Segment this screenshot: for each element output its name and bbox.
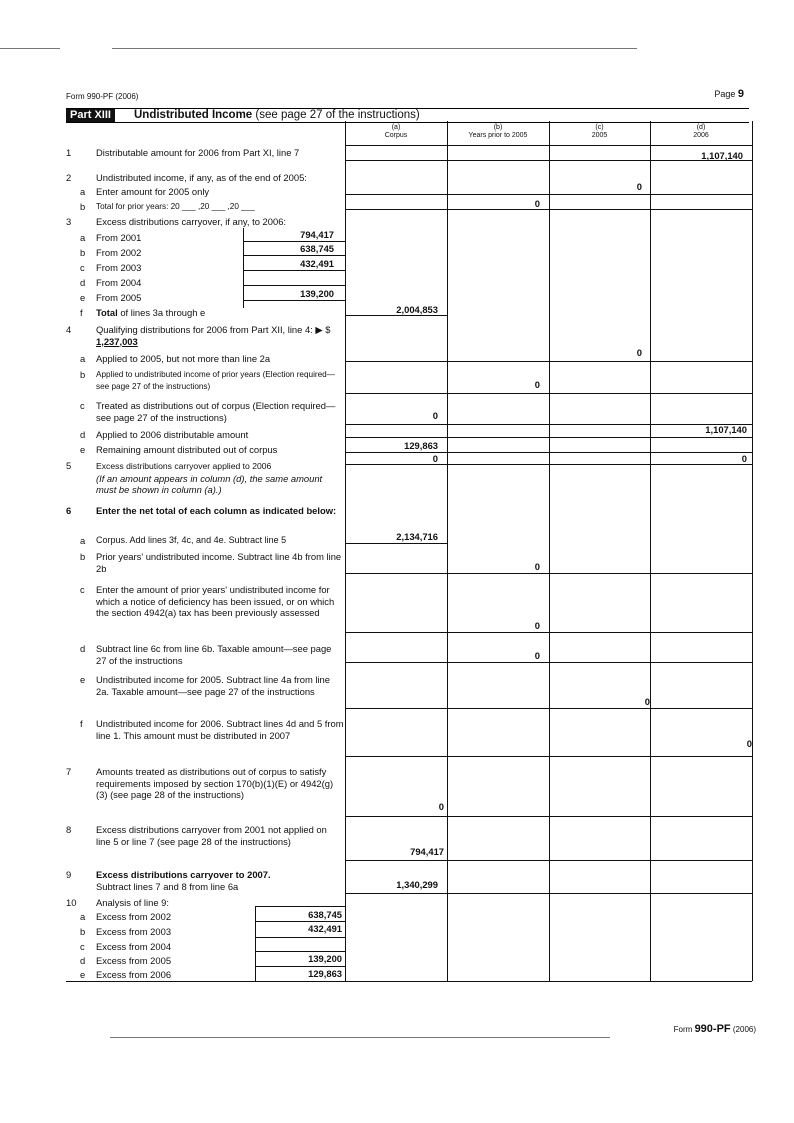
col-header-a: [346, 124, 446, 140]
col-letter-a: (a): [391, 124, 401, 131]
rule-l9: [345, 893, 752, 894]
line-letter: d: [80, 429, 86, 440]
rule-l6f: [345, 756, 752, 757]
line-text: Distributable amount for 2006 from Part XI, line 7: [96, 147, 300, 158]
table-bottom: [66, 981, 752, 982]
line-text: Undistributed income for 2006. Subtract lines 4d and 5 from line 1. This amount must be distributed in 2007: [96, 718, 344, 741]
line-text: Excess from 2004: [96, 941, 172, 952]
line-letter: b: [80, 551, 86, 562]
col-header-b: [448, 124, 548, 140]
line-number: 6: [66, 505, 72, 516]
value-10e: 129,863: [308, 968, 342, 979]
scan-line-top: [0, 48, 60, 49]
value-10d: 139,200: [308, 953, 342, 964]
line-number: 3: [66, 216, 72, 227]
page-number: 9: [737, 88, 744, 100]
line-letter: f: [80, 307, 83, 318]
line-text: From 2001: [96, 232, 142, 243]
line-text: Prior years' undistributed income. Subtract line 4b from line 2b: [96, 551, 342, 574]
value-4c-a: 0: [432, 410, 438, 421]
line-number: 2: [66, 172, 72, 183]
value-6d-b: 0: [534, 650, 540, 661]
line-text-main: Qualifying distributions for 2006 from Part XII, line 4: ▶ $: [96, 324, 331, 335]
value-1-d: 1,107,140: [701, 150, 743, 161]
line-text: Excess distributions carryover, if any, to 2006:: [96, 216, 287, 227]
col-letter-c: (c): [595, 124, 604, 131]
rule-l3f: [345, 315, 447, 316]
footer-prefix: Form: [673, 1025, 693, 1034]
qualifying-distributions-amount: 1,237,003: [96, 335, 138, 347]
value-3a: 794,417: [300, 229, 334, 240]
line-text: Applied to 2005, but not more than line 2a: [96, 353, 271, 364]
line-letter: c: [80, 400, 85, 411]
line-letter: d: [80, 277, 86, 288]
line-text-main: Excess distributions carryover applied to 2006: [96, 461, 272, 471]
line-text-bold: Enter the net total of each column as indicated below:: [96, 505, 337, 516]
page-label: Page: [714, 89, 736, 99]
line-text: Enter the amount of prior years' undistributed income for which a notice of deficiency has been issued, or on which the section 4942(a) tax has been previously assessed: [96, 584, 335, 618]
col-divider-b: [447, 121, 448, 981]
value-2a-c: 0: [636, 181, 642, 192]
line-note: (If an amount appears in column (d), the same amount must be shown in column (a).): [96, 472, 323, 495]
line-letter: c: [80, 584, 85, 595]
value-7-a: 0: [438, 801, 444, 812]
footer-year: (2006): [732, 1025, 756, 1034]
line-text: [96, 307, 344, 319]
rule-l6d: [345, 662, 752, 663]
rule-l4b: [345, 393, 752, 394]
value-6e-c: 0: [644, 696, 650, 707]
line-letter: e: [80, 674, 86, 685]
value-10a: 638,745: [308, 909, 342, 920]
line-text: [96, 869, 344, 892]
part-title-bold: Undistributed Income: [134, 109, 253, 121]
scan-line-bottom: [110, 1037, 610, 1038]
line-text: Applied to 2006 distributable amount: [96, 429, 249, 440]
line-text-bold: Total: [96, 307, 118, 318]
line-letter: a: [80, 535, 86, 546]
line-text: Remaining amount distributed out of corpus: [96, 444, 278, 455]
col-header-d: [651, 124, 751, 140]
rule-l2b: [345, 209, 752, 210]
rule-l6b: [345, 573, 752, 574]
page-number-label: [714, 88, 744, 100]
line-text: Enter amount for 2005 only: [96, 186, 210, 197]
col-header-c: [550, 124, 649, 140]
part-header: [66, 108, 749, 123]
line-letter: a: [80, 186, 86, 197]
value-3c: 432,491: [300, 258, 334, 269]
line-text: Total for prior years: 20 ___ ,20 ___ ,20 ___: [96, 202, 255, 211]
line-text-rest: of lines 3a through e: [120, 307, 206, 318]
value-3b: 638,745: [300, 243, 334, 254]
line-letter: d: [80, 643, 86, 654]
line-text: From 2002: [96, 247, 142, 258]
line-text: Excess from 2005: [96, 955, 172, 966]
line-text: Treated as distributions out of corpus (Election required—see page 27 of the instructions): [96, 400, 336, 423]
value-4d-d: 1,107,140: [705, 424, 747, 435]
line-letter: a: [80, 232, 86, 243]
line-text: From 2004: [96, 277, 142, 288]
rule-l4a: [345, 361, 752, 362]
value-6c-b: 0: [534, 620, 540, 631]
rule-l7: [345, 816, 752, 817]
line-letter: b: [80, 926, 86, 937]
line-text: Excess from 2006: [96, 969, 172, 980]
line-number: 1: [66, 147, 72, 158]
line-number: 10: [66, 897, 77, 908]
part-title-rest: (see page 27 of the instructions): [255, 109, 420, 121]
line-number: 7: [66, 766, 72, 777]
line-number: 4: [66, 324, 72, 335]
col-divider-c: [549, 121, 550, 981]
line-letter: a: [80, 353, 86, 364]
value-3f-a: 2,004,853: [396, 304, 438, 315]
line-text: [96, 460, 344, 496]
col-label-a: Corpus: [384, 132, 408, 139]
value-10b: 432,491: [308, 923, 342, 934]
line-text: Subtract line 6c from line 6b. Taxable amount—see page 27 of the instructions: [96, 643, 332, 666]
value-4e-a: 129,863: [404, 440, 438, 451]
rule-l8: [345, 860, 752, 861]
form-label: Form 990-PF (2006): [66, 92, 139, 101]
value-4b-b: 0: [534, 379, 540, 390]
value-3e: 139,200: [300, 288, 334, 299]
col-divider-d: [650, 121, 651, 981]
line-letter: b: [80, 247, 86, 258]
value-8-a: 794,417: [410, 846, 444, 857]
value-6f-d: 0: [746, 738, 752, 749]
value-5-d: 0: [741, 453, 747, 464]
line-text: Undistributed income, if any, as of the end of 2005:: [96, 172, 307, 183]
line-number: 8: [66, 824, 72, 835]
col-header-bottom: [345, 145, 752, 146]
form-footer: [674, 1023, 756, 1035]
line-letter: a: [80, 911, 86, 922]
value-4a-c: 0: [636, 347, 642, 358]
line-letter: c: [80, 262, 85, 273]
line-text: Applied to undistributed income of prior years (Election required—see page 27 of the instructions): [96, 370, 335, 391]
line-letter: b: [80, 369, 86, 380]
value-6b-b: 0: [534, 561, 540, 572]
line-text: From 2005: [96, 292, 142, 303]
line-letter: f: [80, 718, 83, 729]
line-text: Corpus. Add lines 3f, 4c, and 4e. Subtract line 5: [96, 535, 287, 545]
rule-l4d: [345, 437, 752, 438]
part-title: [134, 109, 420, 122]
line-letter: c: [80, 941, 85, 952]
scan-line-top-2: [112, 48, 637, 49]
line-letter: e: [80, 444, 86, 455]
rule-l6a: [345, 543, 447, 544]
line-text: Undistributed income for 2005. Subtract line 4a from line 2a. Taxable amount—see page 27 of the instructions: [96, 674, 330, 697]
line-text: [96, 505, 344, 517]
value-5-a: 0: [432, 453, 438, 464]
line-letter: b: [80, 201, 86, 212]
line-letter: e: [80, 292, 86, 303]
part-tag: Part XIII: [66, 109, 115, 122]
footer-form-name: 990-PF: [694, 1023, 731, 1035]
col-divider-end: [752, 121, 753, 981]
col-letter-d: (d): [696, 124, 706, 131]
col-letter-b: (b): [493, 124, 503, 131]
line-number: 5: [66, 460, 72, 471]
col-label-b: Years prior to 2005: [468, 132, 528, 139]
line-text: From 2003: [96, 262, 142, 273]
line-text: Excess distributions carryover from 2001 not applied on line 5 or line 7 (see page 28 of the instructions): [96, 824, 327, 847]
line-text: [96, 324, 344, 347]
line-letter: e: [80, 969, 86, 980]
line-number: 9: [66, 869, 72, 880]
value-2b-b: 0: [534, 198, 540, 209]
value-6a-a: 2,134,716: [396, 531, 438, 542]
line-text: Excess from 2003: [96, 926, 172, 937]
line-text: Amounts treated as distributions out of corpus to satisfy requirements imposed by section 170(b)(1)(E) or 4942(g)(3) (see page 28 of the instructions): [96, 766, 334, 800]
line-text-rest: Subtract lines 7 and 8 from line 6a: [96, 880, 239, 892]
line-text: Analysis of line 9:: [96, 897, 169, 908]
rule-l5: [345, 464, 752, 465]
value-9-a: 1,340,299: [396, 879, 438, 890]
rule-l6e: [345, 708, 752, 709]
col-label-c: 2005: [591, 132, 608, 139]
rule-l6c: [345, 632, 752, 633]
line-letter: d: [80, 955, 86, 966]
rule-l2a: [345, 194, 752, 195]
col-label-d: 2006: [693, 132, 709, 139]
line-text: Excess from 2002: [96, 911, 172, 922]
line-text-bold: Excess distributions carryover to 2007.: [96, 869, 271, 880]
